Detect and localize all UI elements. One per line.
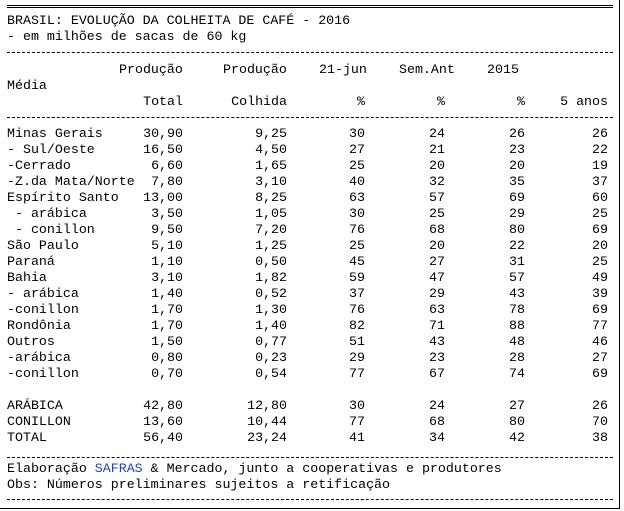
header-row-1 xyxy=(7,62,613,78)
row-label: São Paulo xyxy=(7,238,79,253)
row-value: 29 xyxy=(349,350,365,365)
row-value: 1,10 xyxy=(151,254,183,269)
footer-top-rule xyxy=(7,457,613,458)
row-value: 45 xyxy=(349,254,365,269)
footer-credit xyxy=(7,461,613,477)
table-row xyxy=(7,254,613,270)
table-row xyxy=(7,206,613,222)
header-sem-ant: Sem.Ant xyxy=(399,62,455,77)
row-label: -Cerrado xyxy=(7,158,71,173)
row-value: 7,80 xyxy=(151,174,183,189)
header-21-jun: 21-jun xyxy=(319,62,367,77)
row-value: 26 xyxy=(592,398,608,413)
row-value: 23 xyxy=(429,350,445,365)
row-value: 77 xyxy=(349,366,365,381)
row-label: Espírito Santo xyxy=(7,190,119,205)
row-label: CONILLON xyxy=(7,414,71,429)
row-value: 63 xyxy=(429,302,445,317)
row-value: 82 xyxy=(349,318,365,333)
row-value: 43 xyxy=(509,286,525,301)
row-value: 51 xyxy=(349,334,365,349)
table-row xyxy=(7,414,613,430)
row-value: 20 xyxy=(592,238,608,253)
table-row xyxy=(7,190,613,206)
header-pct-semant: % xyxy=(437,94,445,109)
row-value: 13,60 xyxy=(143,414,183,429)
row-value: 46 xyxy=(592,334,608,349)
row-value: 35 xyxy=(509,174,525,189)
row-value: 76 xyxy=(349,302,365,317)
row-label: TOTAL xyxy=(7,430,47,445)
row-value: 3,10 xyxy=(255,174,287,189)
row-value: 47 xyxy=(429,270,445,285)
row-value: 1,50 xyxy=(151,334,183,349)
row-value: 24 xyxy=(429,398,445,413)
row-value: 0,77 xyxy=(255,334,287,349)
row-value: 68 xyxy=(429,222,445,237)
table-row xyxy=(7,366,613,382)
row-value: 1,70 xyxy=(151,302,183,317)
row-value: 56,40 xyxy=(143,430,183,445)
table-row xyxy=(7,286,613,302)
report-title: BRASIL: EVOLUÇÃO DA COLHEITA DE CAFÉ - 2016 xyxy=(7,13,351,28)
row-value: 40 xyxy=(349,174,365,189)
row-value: 16,50 xyxy=(143,142,183,157)
footer-credit-suffix: & Mercado, junto a cooperativas e produtores xyxy=(142,461,502,476)
footer-credit-prefix: Elaboração xyxy=(7,461,95,476)
row-value: 88 xyxy=(509,318,525,333)
row-value: 70 xyxy=(592,414,608,429)
row-label: Minas Gerais xyxy=(7,126,103,141)
row-label: -arábica xyxy=(7,350,71,365)
row-value: 22 xyxy=(592,142,608,157)
row-value: 80 xyxy=(509,414,525,429)
row-value: 43 xyxy=(429,334,445,349)
row-value: 63 xyxy=(349,190,365,205)
row-value: 27 xyxy=(429,254,445,269)
table-row xyxy=(7,222,613,238)
header-pct-21jun: % xyxy=(357,94,365,109)
row-label: - Sul/Oeste xyxy=(7,142,95,157)
row-value: 0,54 xyxy=(255,366,287,381)
row-value: 1,40 xyxy=(151,286,183,301)
header-pct-2015: % xyxy=(517,94,525,109)
header-2015: 2015 xyxy=(487,62,519,77)
row-value: 69 xyxy=(592,366,608,381)
table-row xyxy=(7,334,613,350)
row-value: 77 xyxy=(349,414,365,429)
row-value: 25 xyxy=(592,206,608,221)
row-value: 1,40 xyxy=(255,318,287,333)
row-value: 25 xyxy=(592,254,608,269)
row-value: 23,24 xyxy=(247,430,287,445)
row-value: 30 xyxy=(349,126,365,141)
row-value: 29 xyxy=(509,206,525,221)
row-value: 74 xyxy=(509,366,525,381)
row-value: 25 xyxy=(349,158,365,173)
table-row xyxy=(7,398,613,414)
table-row xyxy=(7,350,613,366)
row-value: 13,00 xyxy=(143,190,183,205)
row-value: 22 xyxy=(509,238,525,253)
row-value: 39 xyxy=(592,286,608,301)
row-value: 20 xyxy=(509,158,525,173)
row-value: 30 xyxy=(349,206,365,221)
row-value: 42,80 xyxy=(143,398,183,413)
row-value: 23 xyxy=(509,142,525,157)
row-value: 42 xyxy=(509,430,525,445)
row-value: 3,10 xyxy=(151,270,183,285)
row-value: 19 xyxy=(592,158,608,173)
row-value: 27 xyxy=(349,142,365,157)
row-label: -conillon xyxy=(7,366,79,381)
table-row xyxy=(7,158,613,174)
row-value: 37 xyxy=(349,286,365,301)
row-value: 12,80 xyxy=(247,398,287,413)
row-value: 31 xyxy=(509,254,525,269)
row-label: Paraná xyxy=(7,254,55,269)
header-5-anos: 5 anos xyxy=(560,94,608,109)
row-value: 4,50 xyxy=(255,142,287,157)
row-label: -conillon xyxy=(7,302,79,317)
row-value: 57 xyxy=(429,190,445,205)
row-value: 21 xyxy=(429,142,445,157)
row-value: 60 xyxy=(592,190,608,205)
row-value: 25 xyxy=(349,238,365,253)
row-value: 30,90 xyxy=(143,126,183,141)
row-value: 5,10 xyxy=(151,238,183,253)
row-value: 0,23 xyxy=(255,350,287,365)
row-label: - arábica xyxy=(7,286,79,301)
row-value: 69 xyxy=(509,190,525,205)
table-row xyxy=(7,270,613,286)
row-value: 69 xyxy=(592,222,608,237)
row-value: 28 xyxy=(509,350,525,365)
row-value: 20 xyxy=(429,238,445,253)
row-value: 1,30 xyxy=(255,302,287,317)
header-top-rule xyxy=(7,52,613,53)
row-value: 49 xyxy=(592,270,608,285)
row-value: 27 xyxy=(509,398,525,413)
row-value: 10,44 xyxy=(247,414,287,429)
table-row xyxy=(7,302,613,318)
header-bottom-rule xyxy=(7,117,613,118)
row-value: 6,60 xyxy=(151,158,183,173)
row-label: ARÁBICA xyxy=(7,398,63,413)
row-label: Outros xyxy=(7,334,55,349)
row-label: Bahia xyxy=(7,270,47,285)
row-value: 0,52 xyxy=(255,286,287,301)
row-value: 77 xyxy=(592,318,608,333)
table-row xyxy=(7,318,613,334)
header-media-label: Média xyxy=(7,78,47,93)
row-value: 7,20 xyxy=(255,222,287,237)
row-value: 76 xyxy=(349,222,365,237)
row-value: 38 xyxy=(592,430,608,445)
row-label: -Z.da Mata/Norte xyxy=(7,174,135,189)
row-value: 1,82 xyxy=(255,270,287,285)
header-producao-colhida: Produção xyxy=(223,62,287,77)
row-value: 37 xyxy=(592,174,608,189)
row-value: 0,50 xyxy=(255,254,287,269)
safras-brand: SAFRAS xyxy=(94,461,143,476)
header-producao-total: Produção xyxy=(119,62,183,77)
table-row xyxy=(7,174,613,190)
row-value: 69 xyxy=(592,302,608,317)
row-value: 1,25 xyxy=(255,238,287,253)
row-value: 34 xyxy=(429,430,445,445)
row-value: 27 xyxy=(592,350,608,365)
row-value: 0,70 xyxy=(151,366,183,381)
header-colhida: Colhida xyxy=(231,94,287,109)
row-value: 1,70 xyxy=(151,318,183,333)
row-value: 26 xyxy=(509,126,525,141)
header-row-2 xyxy=(7,94,613,110)
row-value: 25 xyxy=(429,206,445,221)
row-value: 1,65 xyxy=(255,158,287,173)
row-value: 80 xyxy=(509,222,525,237)
row-value: 32 xyxy=(429,174,445,189)
row-label: - arábica xyxy=(7,206,87,221)
report-subtitle: - em milhões de sacas de 60 kg xyxy=(7,29,247,44)
row-value: 0,80 xyxy=(151,350,183,365)
table-row xyxy=(7,430,613,446)
row-value: 67 xyxy=(429,366,445,381)
row-value: 9,25 xyxy=(255,126,287,141)
table-row xyxy=(7,238,613,254)
header-total: Total xyxy=(143,94,183,109)
row-value: 78 xyxy=(509,302,525,317)
table-row xyxy=(7,126,613,142)
row-value: 20 xyxy=(429,158,445,173)
row-value: 48 xyxy=(509,334,525,349)
row-label: Rondônia xyxy=(7,318,71,333)
row-value: 3,50 xyxy=(151,206,183,221)
row-value: 41 xyxy=(349,430,365,445)
row-value: 71 xyxy=(429,318,445,333)
row-value: 24 xyxy=(429,126,445,141)
row-value: 26 xyxy=(592,126,608,141)
row-value: 68 xyxy=(429,414,445,429)
row-value: 1,05 xyxy=(255,206,287,221)
row-value: 8,25 xyxy=(255,190,287,205)
footer-bottom-rule xyxy=(7,499,613,500)
row-value: 30 xyxy=(349,398,365,413)
row-value: 59 xyxy=(349,270,365,285)
table-row xyxy=(7,142,613,158)
footer-note: Obs: Números preliminares sujeitos a retificação xyxy=(7,477,391,492)
row-label: - conillon xyxy=(7,222,95,237)
row-value: 9,50 xyxy=(151,222,183,237)
row-value: 29 xyxy=(429,286,445,301)
top-double-rule xyxy=(7,5,613,8)
row-value: 57 xyxy=(509,270,525,285)
